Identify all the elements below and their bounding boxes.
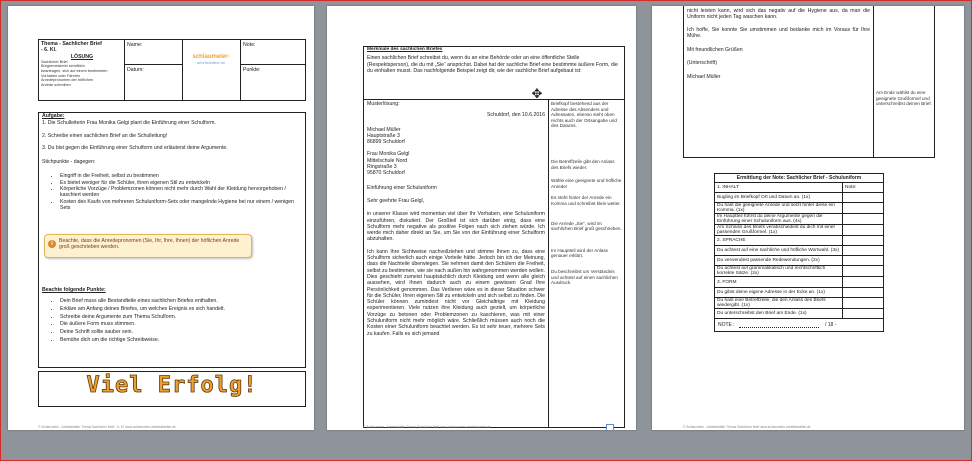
table-row <box>715 287 884 297</box>
subject-line: Einführung einer Schuluniform <box>367 184 437 191</box>
side-note: Wähle eine geeignete und höfliche Anrede! <box>551 178 622 189</box>
score-cell <box>843 297 884 308</box>
good-luck-banner: Viel Erfolg! <box>86 373 258 398</box>
score-cell <box>843 214 884 225</box>
keywords-list <box>42 173 300 211</box>
total-points: / 18 - <box>825 321 837 328</box>
sender-address: Michael Müller Hauptstraße 3 86899 Schuldorf <box>367 126 405 146</box>
criterion-cell: Du gibst deine eigene Adresse in der Ecke an. (1x) <box>715 287 843 297</box>
total-row <box>714 319 884 332</box>
grading-section-header <box>715 183 884 193</box>
page-3 <box>652 6 964 430</box>
letter-paragraph-1: in unserer Klasse wird momentan viel über Ihr Vorhaben, eine Schuluniform einzuführen, diskutiert. Der Großteil ist sich darüber einig, dass eine Schulform mehr negative als positive Folgen nach sich ziehen würde. Ich werde mich daher direkt an Sie, um Sie von der Einführung einer Schulform abzuhalten. <box>367 211 545 243</box>
side-notes <box>551 101 623 286</box>
task-heading: Aufgabe: <box>42 113 65 119</box>
criterion-cell: Im Hauptteil führst du deine Argumente gegen die Einführung einer Schuluniform aus. (4x) <box>715 214 843 225</box>
sender-name: Michael Müller <box>687 73 721 80</box>
move-cursor-icon[interactable]: ✥ <box>531 86 543 101</box>
grading-table <box>714 173 884 332</box>
table-row <box>715 214 884 225</box>
table-row <box>715 308 884 318</box>
criterion-cell: Am Schluss des Briefs verabschiedest du dich mit einer passenden Grußformel. (1x) <box>715 225 843 236</box>
hint-box <box>44 234 252 258</box>
list-item: • Es bietet weniger für die Schüler, ihren eigenen Stil zu entwickeln <box>60 180 300 186</box>
list-item: • Kosten des Kaufs von mehreren Schuluniform-Sets oder mangelnde Hygiene bei nur einem / wenigen Sets <box>60 199 300 212</box>
place-date: Schuldorf, den 10.6.2016 <box>487 112 545 119</box>
page-footer: © Schlaumeier - Arbeitsblätter Thema Sachlicher Brief www.schlaumeier-arbeitsblaetter.de <box>363 425 491 429</box>
side-note: Es steht hinter der Anrede ein Komma und schreibst klein weiter. <box>551 195 621 206</box>
name-label: Name: <box>127 42 143 48</box>
page-1: Thema - Sachlicher Brief - 6. Kl. LÖSUNG Sachlicher Brief Bürgermeisterin schriftlich beantragen, sich auf einem bestimmten Vorhaben oder Fahrten Anredepronomen der höflichen Anrede schreiben Name: Datum: schlaumeier- arbeitsblätter.de Note: Punkte: Aufgabe: 1. Die Schulleiterin Frau Monika Gelgi plant die Einführung einer Schulform. 2. Schreibe einen sachlichen Brief an die Schulleitung! 3. Du bist gegen die Einführung einer Schulform und erläuterst deine Argumente. Stichpunkte - dagegen: • Eingriff in die Freiheit, selbst zu bestimmen • Es bietet weniger für die Schüler, ihren eigenen Stil zu entwickeln • Körperliche Vorzüge / Problemzonen können nicht mehr durch Wahl der Kleidung hervorgehoben / kaschiert werden • Kosten des Kaufs von mehreren Schuluniform-Sets oder mangelnde Hygiene bei nur einem / wenigen Sets i Beachte, dass die Anredepronomen (Sie, Ihr, Ihre, Ihnen) der höflichen Anrede groß geschrieben werden. Beachte folgende Punkte: • Dein Brief muss alle Bestandteile eines sachlichen Briefes enthalten. • Erkläre am Anfang deines Briefes, um welches Ereignis es sich handelt. • Schreibe deine Argumente zum Thema Schulform. • Die äußere Form muss stimmen. • Deine Schrift sollte sauber sein. • Bemühe dich um die richtige Schreibweise. Viel Erfolg! © Schlaumeier - Arbeitsblätter Thema Sachlicher Brief - 6. Kl. www.schlaumeier-arbeitsblaetter.de <box>8 6 314 430</box>
letter-heading: Merkmale des sachlichen Briefes <box>367 47 443 52</box>
grading-section-header <box>715 277 884 287</box>
score-cell <box>843 308 884 318</box>
section-title: 1. INHALT <box>715 183 843 193</box>
letter-paragraph-2: Ich kann Ihre Sichtweise nachvollziehen und stimme Ihnen zu, dass eine Schulform sicherlich auch einige Vorteile hätte. Jedoch bin ich der Meinung, dass die Nachteile überwiegen. Sie nehmen damit den Schülern die Freiheit, selbst zu bestimmen, wie sie nach außen hin wahrgenommen werden wollen. Dies geschieht zumeist hauptsächlich durch Kleidung und wenn alle gleich aussehen, wird Ihnen dadurch auch zu einem gewissen Grad Ihre Persönlichkeit genommen. Das Verlieren wäre es in dieser Situation schwer für die Schüler, Ihren eigenen Stil zu entwickeln und sich selbst zu finden. Die Schüler können zumindest nicht vor Gleichaltrige mit Kleidung experimentieren. Viele nutzen ihre Kleidung auch gezielt, um körperliche Vorzüge zu betonen oder Problemzonen zu kaschieren, was mit einer Schuluniform nicht mehr möglich wäre. Schließlich müssen auch noch die Kosten einer Schuluniform beachtet werden. Es ist sehr teuer, mehrere Sets zu kaufen. Falls es sich jemand <box>367 248 545 337</box>
criterion-cell: Du hast eine Betreffzeile, die den Anlass des Briefs wiedergibt. (1x) <box>715 297 843 308</box>
date-label: Datum: <box>127 67 144 73</box>
criterion-cell: Du achtest auf eine sachliche und höfliche Wortwahl. (3x) <box>715 246 843 256</box>
salutation: Sehr geehrte Frau Gelgl, <box>367 197 425 204</box>
list-item: • Eingriff in die Freiheit, selbst zu bestimmen <box>60 173 300 179</box>
task-3: 3. Du bist gegen die Einführung einer Schulform und erläuterst deine Argumente. <box>42 144 228 151</box>
score-cell <box>843 193 884 203</box>
resize-handle[interactable] <box>606 424 614 430</box>
total-label: NOTE : <box>718 321 735 328</box>
side-note: Die Betreffzeile gibt den Anlass des Briefs wieder. <box>551 158 615 170</box>
page-2 <box>327 6 636 430</box>
section-title: 3. FORM <box>715 277 843 287</box>
page-footer: © Schlaumeier - Arbeitsblätter Thema Sachlicher Brief www.schlaumeier-arbeitsblaetter.de <box>683 425 811 429</box>
score-cell <box>843 203 884 214</box>
table-row <box>715 225 884 236</box>
section-grade-cell: Note: <box>843 183 884 193</box>
criterion-cell: Du achtest auf grammatikalisch und rechtschriftlich korrekte Sätze. (2x) <box>715 266 843 277</box>
table-row <box>715 297 884 308</box>
points-label: Punkte: <box>243 67 261 73</box>
intro-text: Einen sachlichen Brief schreibst du, wenn du an eine Behörde oder an eine öffentliche Stelle (Respektsperson), die du mit „Sie“ ansprichst. Dabei hat der sachliche Brief eine bestimmte äußere Form, die du einhalten musst. Das nachfolgende Beispiel zeigt dir, wie der sachliche Brief aufgebaut ist: <box>367 55 618 74</box>
criterion-cell: Du hast die geeignete Anrede und setzt hinter diese ein Komma. (1x) <box>715 203 843 214</box>
table-row <box>715 266 884 277</box>
list-item: • Dein Brief muss alle Bestandteile eines sachlichen Briefes enthalten. <box>60 298 300 306</box>
side-note: Im Hauptteil wird der Anlass genauer erklärt. <box>551 247 608 259</box>
side-note: Briefkopf bestehend aus der Adresse des Absenders und Adressaten, ebenso steht oben rechts auch der Ortsangabe und des Datums. <box>551 101 617 129</box>
criterion-cell: Du verwendest passende Redewendungen. (2x) <box>715 256 843 266</box>
solution-label: LÖSUNG <box>70 53 94 60</box>
worksheet-title: Thema - Sachlicher Brief <box>41 41 102 47</box>
list-item: • Erkläre am Anfang deines Briefes, um welches Ereignis es sich handelt. <box>60 306 300 314</box>
table-row <box>715 246 884 256</box>
score-cell <box>843 256 884 266</box>
points-list <box>42 298 300 344</box>
table-row <box>715 256 884 266</box>
list-item: • Die äußere Form muss stimmen. <box>60 321 300 329</box>
score-cell <box>843 246 884 256</box>
closing-greeting: Mit freundlichen Grüßen <box>687 47 743 54</box>
list-item: • Bemühe dich um die richtige Schreibweise. <box>60 337 300 345</box>
side-note: Am Ende wählst du eine geeignete Grußformel und unterschreibst deinen Brief. <box>876 90 932 107</box>
criterion-cell: Bugling im Briefkopf Ort und Datum an. (1x) <box>715 193 843 203</box>
recipient-address: Frau Monika Gelgl Mittelschule Nord Ringstraße 3 95870 Schuldorf <box>367 151 410 177</box>
task-1: 1. Die Schulleiterin Frau Monika Gelgi plant die Einführung einer Schulform. <box>42 120 216 127</box>
task-2: 2. Schreibe einen sachlichen Brief an die Schulleitung! <box>42 132 168 139</box>
side-note: Du beschreibst um Verständnis und achtest auf einen sachlichen Ausdruck. <box>551 268 618 286</box>
list-item: • Körperliche Vorzüge / Problemzonen können nicht mehr durch Wahl der Kleidung hervorgehoben / kaschiert werden <box>60 186 300 199</box>
table-row <box>715 193 884 203</box>
info-icon: i <box>48 240 56 248</box>
letter-continuation: nicht leisten kann, wird sich das negativ auf die Hygiene aus, da man die Uniform nicht jeden Tag waschen kann. <box>687 8 870 21</box>
score-cell <box>843 266 884 277</box>
side-note: Die Anrede „Sie“, wird im sachlichen Brief groß geschrieben. <box>551 220 622 232</box>
logo: schlaumeier- arbeitsblätter.de <box>192 54 230 65</box>
grade-label: Note: <box>243 42 256 48</box>
section-grade-cell <box>843 277 884 287</box>
section-grade-cell <box>843 236 884 246</box>
sample-solution-label: Musterlösung: <box>367 101 400 107</box>
score-cell <box>843 287 884 297</box>
hint-text: Beachte, dass die Anredepronomen (Sie, Ihr, Ihre, Ihnen) der höflichen Anrede groß geschrieben werden. <box>59 238 240 251</box>
table-row <box>715 203 884 214</box>
list-item: • Deine Schrift sollte sauber sein. <box>60 329 300 337</box>
page-footer: © Schlaumeier - Arbeitsblätter Thema Sachlicher Brief - 6. Kl. www.schlaumeier-arbeitsblaetter.de <box>38 425 176 429</box>
list-item: • Schreibe deine Argumente zum Thema Schulform. <box>60 314 300 322</box>
letter-closing: Ich hoffe, Sie konnte Sie umstimmen und bedanke mich im Voraus für Ihre Mühe. <box>687 26 870 39</box>
score-cell <box>843 225 884 236</box>
keywords-heading: Stichpunkte - dagegen: <box>42 159 96 166</box>
points-heading: Beachte folgende Punkte: <box>42 287 106 293</box>
grading-title: Ermittlung der Note: Sachlicher Brief - Schuluniform <box>714 173 884 182</box>
criterion-cell: Du unterschreibst den Brief am Ende. (1x) <box>715 308 843 318</box>
section-title: 2. SPRACHE <box>715 236 843 246</box>
grading-section-header <box>715 236 884 246</box>
signature-placeholder: (Unterschrift) <box>687 60 717 67</box>
